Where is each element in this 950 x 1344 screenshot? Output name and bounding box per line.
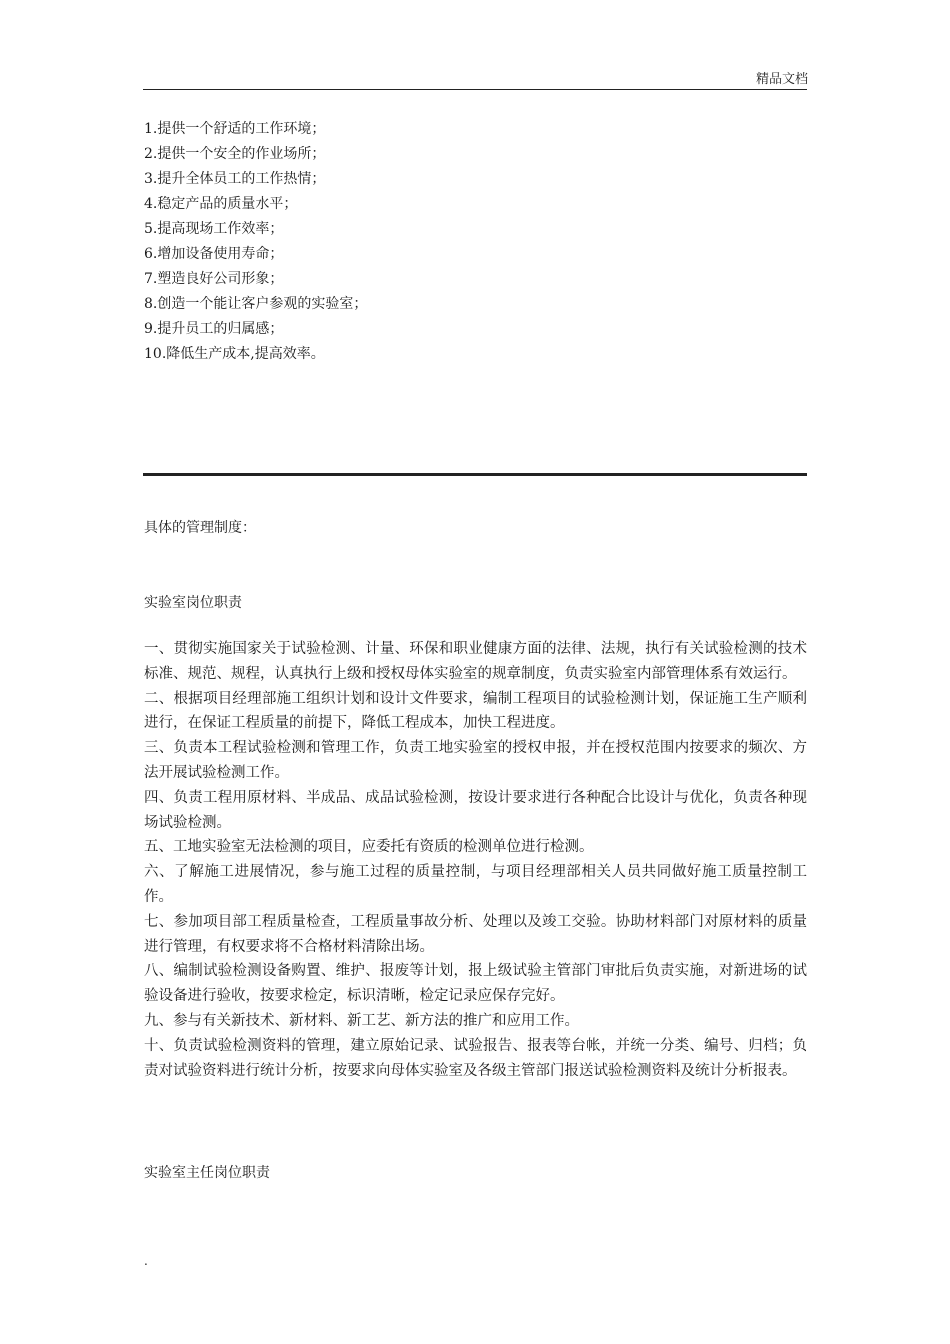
list-item: 1.提供一个舒适的工作环境； [144,121,326,137]
footer-mark: . [144,1254,148,1268]
list-item: 5.提高现场工作效率； [144,221,284,237]
list-item: 3.提升全体员工的工作热情； [144,171,326,187]
header-label: 精品文档 [755,72,808,87]
duty-paragraph: 五、工地实验室无法检测的项目，应委托有资质的检测单位进行检测。 [144,839,594,856]
list-item: 2.提供一个安全的作业场所； [144,146,326,162]
goal-list [144,117,367,367]
lab-duties-list [144,637,807,1083]
duty-paragraph: 八、编制试验检测设备购置、维护、报废等计划，报上级试验主管部门审批后负责实施，对新进场的试验设备进行验收，按要求检定，标识清晰，检定记录应保存完好。 [144,963,807,1005]
header-divider [143,89,807,90]
list-item: 7.塑造良好公司形象； [144,271,284,287]
duty-paragraph: 四、负责工程用原材料、半成品、成品试验检测，按设计要求进行各种配合比设计与优化，负责各种现场试验检测。 [144,789,807,831]
list-item: 9.提升员工的归属感； [144,321,284,337]
section-divider [143,473,807,476]
lab-duties-title: 实验室岗位职责 [144,595,242,611]
list-item: 10.降低生产成本,提高效率。 [144,346,325,362]
duty-paragraph: 十、负责试验检测资料的管理，建立原始记录、试验报告、报表等台帐，并统一分类、编号、归档；负责对试验资料进行统计分析，按要求向母体实验室及各级主管部门报送试验检测资料及统计分析报表。 [144,1037,807,1079]
list-item: 6.增加设备使用寿命； [144,246,284,262]
duty-paragraph: 一、贯彻实施国家关于试验检测、计量、环保和职业健康方面的法律、法规，执行有关试验检测的技术标准、规范、规程，认真执行上级和授权母体实验室的规章制度，负责实验室内部管理体系有效运行。 [144,641,807,682]
duty-paragraph: 七、参加项目部工程质量检查，工程质量事故分析、处理以及竣工交验。协助材料部门对原材料的质量进行管理，有权要求将不合格材料清除出场。 [144,913,807,955]
director-duties-title: 实验室主任岗位职责 [144,1165,270,1181]
management-heading: 具体的管理制度： [144,520,256,536]
list-item: 8.创造一个能让客户参观的实验室； [144,296,368,312]
duty-paragraph: 六、了解施工进展情况，参与施工过程的质量控制，与项目经理部相关人员共同做好施工质量控制工作。 [144,864,807,905]
list-item: 4.稳定产品的质量水平； [144,196,298,212]
duty-paragraph: 二、根据项目经理部施工组织计划和设计文件要求，编制工程项目的试验检测计划，保证施工生产顺利进行，在保证工程质量的前提下，降低工程成本，加快工程进度。 [144,690,807,732]
duty-paragraph: 三、负责本工程试验检测和管理工作，负责工地实验室的授权申报，并在授权范围内按要求的频次、方法开展试验检测工作。 [144,740,807,781]
duty-paragraph: 九、参与有关新技术、新材料、新工艺、新方法的推广和应用工作。 [144,1012,579,1029]
